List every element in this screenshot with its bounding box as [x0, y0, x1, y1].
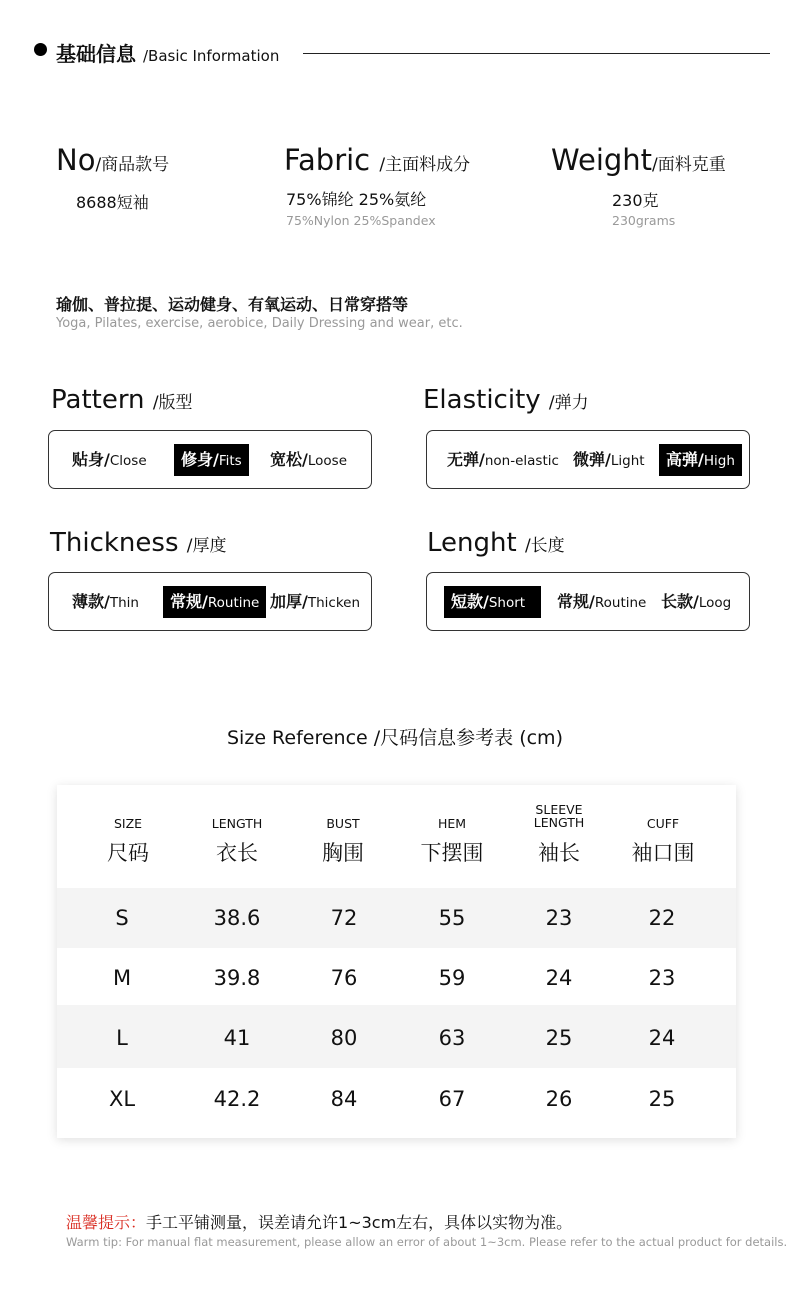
header-size-en: SIZE: [113, 816, 143, 831]
header-bust-en: BUST: [326, 816, 360, 831]
elasticity-option-light: 微弹/Light: [573, 450, 645, 469]
table-cell: 24: [545, 966, 573, 990]
table-cell: 39.8: [213, 966, 261, 990]
info-fabric-value-en: 75%Nylon 25%Spandex: [286, 213, 436, 228]
pattern-option-close: 贴身/Close: [72, 450, 147, 469]
header-sleeve-length-en: LENGTH: [533, 815, 585, 830]
table-cell: 80: [330, 1026, 358, 1050]
length-option-long: 长款/Loog: [661, 592, 732, 611]
table-cell: 76: [330, 966, 358, 990]
thickness-option-thicken: 加厚/Thicken: [270, 592, 361, 611]
header-divider: [303, 53, 770, 54]
table-cell: 25: [648, 1087, 676, 1111]
table-cell: 41: [223, 1026, 251, 1050]
header-size-cn: 尺码: [107, 841, 149, 865]
thickness-options: [48, 572, 372, 631]
size-table: [57, 785, 736, 1138]
pattern-title: Pattern /版型: [51, 385, 193, 415]
size-table-title: Size Reference /尺码信息参考表 (cm): [227, 727, 563, 749]
length-option-routine: 常规/Routine: [557, 592, 647, 611]
table-cell: XL: [108, 1087, 136, 1111]
length-option-short: 短款/Short: [444, 586, 541, 618]
section-title-en: /Basic Information: [142, 47, 280, 65]
header-hem-en: HEM: [437, 816, 467, 831]
header-length-en: LENGTH: [211, 816, 263, 831]
info-weight-value: 230克: [612, 191, 659, 210]
thickness-option-routine: 常规/Routine: [163, 586, 266, 618]
thickness-option-thin: 薄款/Thin: [72, 592, 139, 611]
info-weight-sub: /面料克重: [652, 155, 726, 175]
info-weight-value-en: 230grams: [612, 213, 676, 228]
table-cell: L: [116, 1026, 128, 1050]
info-weight-title: Weight/面料克重: [551, 143, 726, 177]
warm-tip-cn: [66, 1210, 572, 1233]
table-cell: 26: [545, 1087, 573, 1111]
info-fabric-sub: /主面料成分: [379, 155, 471, 175]
table-cell: 23: [545, 906, 573, 930]
header-cuff-en: CUFF: [646, 816, 680, 831]
table-cell: 23: [648, 966, 676, 990]
info-no-sub: /商品款号: [95, 155, 170, 175]
warm-tip-label: 温馨提示：: [66, 1213, 147, 1232]
elasticity-title: Elasticity /弹力: [423, 385, 589, 415]
table-row: [57, 888, 736, 948]
table-row: [57, 1069, 736, 1129]
table-cell: 24: [648, 1026, 676, 1050]
usage-text-en: Yoga, Pilates, exercise, aerobice, Daily Dressing and wear, etc.: [56, 316, 463, 331]
table-cell: 38.6: [213, 906, 261, 930]
table-cell: 22: [648, 906, 676, 930]
table-cell: 42.2: [213, 1087, 261, 1111]
table-cell: 25: [545, 1026, 573, 1050]
section-title: [56, 38, 279, 67]
thickness-title: Thickness /厚度: [50, 528, 227, 558]
header-bust-cn: 胸围: [322, 841, 364, 865]
table-cell: M: [112, 966, 132, 990]
header-sleeve-cn: 袖长: [538, 841, 580, 865]
elasticity-option-none: 无弹/non-elastic: [447, 450, 559, 469]
usage-text-cn: 瑜伽、普拉提、运动健身、有氧运动、日常穿搭等: [56, 295, 409, 314]
table-cell: 67: [438, 1087, 466, 1111]
elasticity-options: [426, 430, 750, 489]
table-cell: 72: [330, 906, 358, 930]
info-no-title: No/商品款号: [56, 143, 170, 177]
length-options: [426, 572, 750, 631]
elasticity-option-high: 高弹/High: [659, 444, 742, 476]
warm-tip-text: 手工平铺测量，误差请允许1~3cm左右，具体以实物为准。: [146, 1213, 573, 1232]
header-length-cn: 衣长: [216, 841, 258, 865]
header-cuff-cn: 袖口围: [631, 841, 695, 865]
pattern-options: [48, 430, 372, 489]
table-cell: 55: [438, 906, 466, 930]
header-hem-cn: 下摆围: [420, 841, 484, 865]
section-title-cn: 基础信息: [56, 42, 136, 66]
info-fabric-value: 75%锦纶 25%氨纶: [286, 190, 427, 209]
warm-tip-en: Warm tip: For manual flat measurement, please allow an error of about 1~3cm. Please refer to the actual product for details.: [66, 1235, 788, 1249]
table-cell: 63: [438, 1026, 466, 1050]
pattern-option-loose: 宽松/Loose: [270, 450, 348, 469]
table-row: [57, 1005, 736, 1068]
pattern-option-fits: 修身/Fits: [174, 444, 249, 476]
table-cell: S: [115, 906, 129, 930]
bullet-dot-icon: [34, 43, 47, 56]
table-cell: 84: [330, 1087, 358, 1111]
length-title: Lenght /长度: [427, 528, 565, 558]
info-no-value: 8688短袖: [76, 193, 149, 212]
header-sleeve-en: SLEEVE: [535, 802, 583, 817]
table-row: [57, 948, 736, 1008]
info-fabric-title: Fabric /主面料成分: [284, 143, 471, 177]
table-cell: 59: [438, 966, 466, 990]
